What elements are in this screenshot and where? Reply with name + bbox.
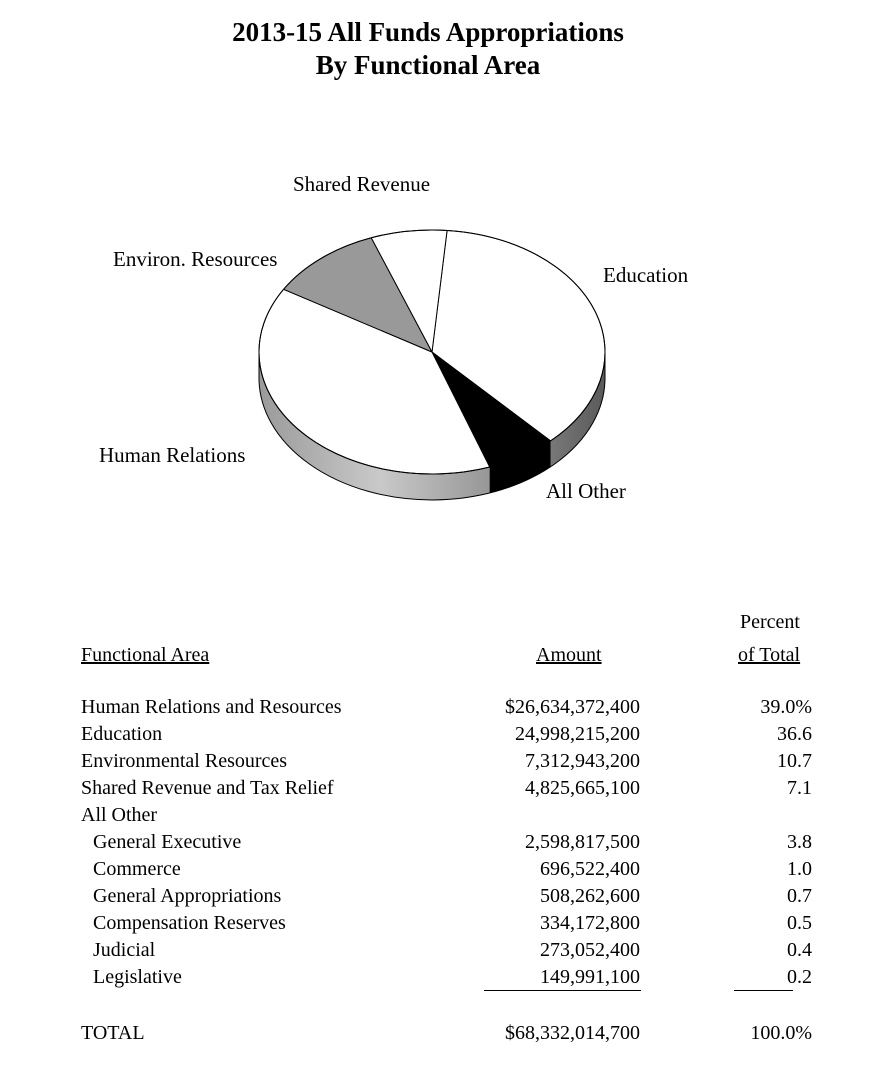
amount-sum-rule bbox=[484, 990, 641, 991]
functional-area-header: Functional Area bbox=[81, 644, 210, 666]
percent-sum-rule bbox=[734, 990, 793, 991]
row-amount: 149,991,100 bbox=[540, 966, 640, 988]
row-label: Shared Revenue and Tax Relief bbox=[81, 777, 334, 799]
row-label: General Appropriations bbox=[93, 885, 282, 907]
row-percent: 0.5 bbox=[787, 912, 812, 934]
row-amount: 696,522,400 bbox=[540, 858, 640, 880]
row-label: Environmental Resources bbox=[81, 750, 288, 772]
title-line-2: By Functional Area bbox=[315, 50, 541, 80]
title-line-1: 2013-15 All Funds Appropriations bbox=[232, 17, 624, 47]
row-percent: 0.7 bbox=[787, 885, 812, 907]
pie-label-human-relations: Human Relations bbox=[99, 443, 246, 467]
pie-label-all-other: All Other bbox=[546, 479, 626, 503]
row-percent: 3.8 bbox=[787, 831, 812, 853]
row-percent: 0.4 bbox=[787, 939, 812, 961]
percent-header-line2: of Total bbox=[738, 644, 801, 666]
row-label: Judicial bbox=[93, 939, 156, 961]
percent-header-line1: Percent bbox=[740, 611, 800, 633]
row-percent: 36.6 bbox=[777, 723, 812, 745]
total-label: TOTAL bbox=[81, 1022, 145, 1044]
pie-slices bbox=[259, 230, 605, 474]
row-label: General Executive bbox=[93, 831, 242, 853]
row-percent: 39.0% bbox=[760, 696, 812, 718]
row-amount: 508,262,600 bbox=[540, 885, 640, 907]
row-amount: 334,172,800 bbox=[540, 912, 640, 934]
pie-label-education: Education bbox=[603, 263, 689, 287]
row-amount: 4,825,665,100 bbox=[525, 777, 640, 799]
pie-label-shared-revenue: Shared Revenue bbox=[293, 172, 431, 196]
row-label: All Other bbox=[81, 804, 158, 826]
total-percent: 100.0% bbox=[750, 1022, 812, 1044]
row-percent: 7.1 bbox=[787, 777, 812, 799]
row-amount: 24,998,215,200 bbox=[515, 723, 640, 745]
row-amount: 273,052,400 bbox=[540, 939, 640, 961]
row-label: Commerce bbox=[93, 858, 181, 880]
row-percent: 10.7 bbox=[777, 750, 812, 772]
row-amount: 7,312,943,200 bbox=[525, 750, 640, 772]
total-amount: $68,332,014,700 bbox=[505, 1022, 640, 1044]
row-percent: 0.2 bbox=[787, 966, 812, 988]
row-amount: $26,634,372,400 bbox=[505, 696, 640, 718]
row-label: Education bbox=[81, 723, 163, 745]
row-label: Human Relations and Resources bbox=[81, 696, 342, 718]
pie-label-environ-resources: Environ. Resources bbox=[113, 247, 278, 271]
row-amount: 2,598,817,500 bbox=[525, 831, 640, 853]
row-label: Legislative bbox=[93, 966, 182, 988]
amount-header: Amount bbox=[536, 644, 602, 666]
chart-title bbox=[0, 16, 856, 82]
pie-chart bbox=[0, 150, 880, 530]
row-percent: 1.0 bbox=[787, 858, 812, 880]
row-label: Compensation Reserves bbox=[93, 912, 286, 934]
